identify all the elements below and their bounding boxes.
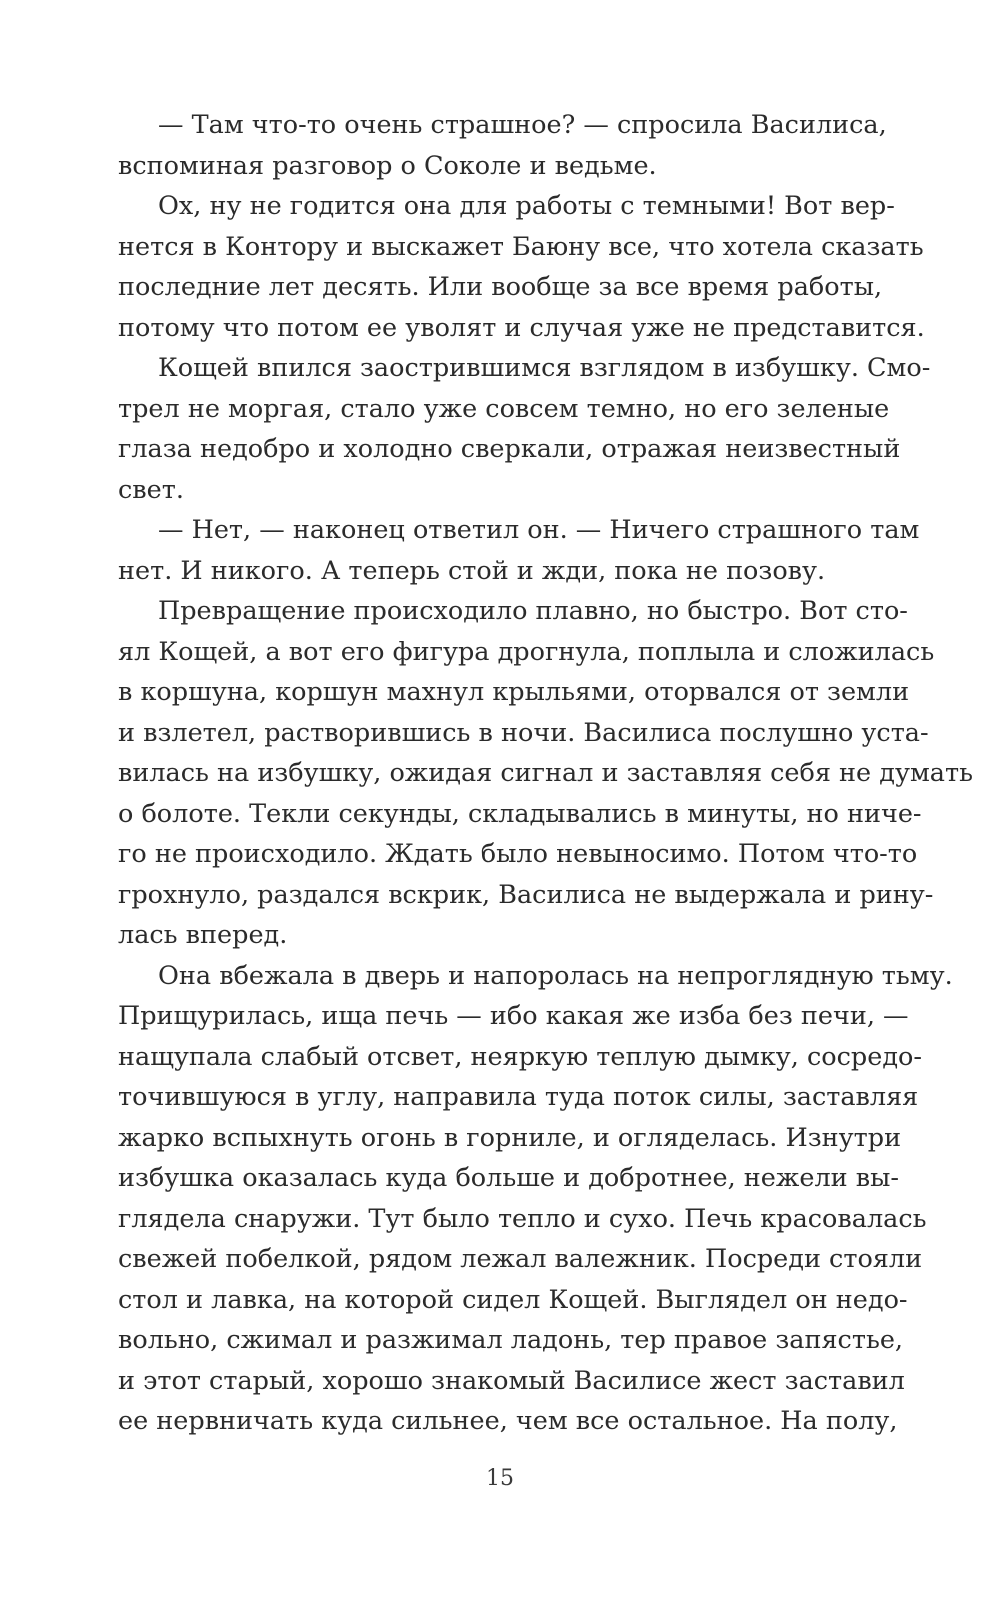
text-line: потому что потом ее уволят и случая уже не представится. [118, 312, 925, 343]
text-line: Превращение происходило плавно, но быстро. Вот сто- [158, 596, 908, 626]
body-text [118, 105, 973, 1442]
text-line: точившуюся в углу, направила туда поток силы, заставляя [118, 1082, 919, 1112]
text-line: вилась на избушку, ожидая сигнал и заставляя себя не думать [118, 758, 973, 788]
text-line: в коршуна, коршун махнул крыльями, оторвался от земли [118, 677, 910, 707]
text-line: и этот старый, хорошо знакомый Василисе жест заставил [118, 1365, 905, 1396]
text-line: глядела снаружи. Тут было тепло и сухо. Печь красовалась [118, 1203, 927, 1234]
text-line: вольно, сжимал и разжимал ладонь, тер правое запястье, [118, 1325, 904, 1355]
text-line: избушка оказалась куда больше и добротнее, нежели вы- [118, 1163, 900, 1193]
text-line: трел не моргая, стало уже совсем темно, но его зеленые [118, 393, 890, 424]
text-line: Кощей впился заострившимся взглядом в избушку. Смо- [158, 353, 931, 383]
text-line: жарко вспыхнуть огонь в горниле, и огляделась. Изнутри [118, 1122, 902, 1153]
text-line: нет. И никого. А теперь стой и жди, пока не позову. [118, 555, 826, 586]
text-line: — Нет, — наконец ответил он. — Ничего страшного там [158, 515, 920, 545]
text-line: ял Кощей, а вот его фигура дрогнула, поплыла и сложилась [118, 636, 935, 667]
text-line: стол и лавка, на которой сидел Кощей. Выглядел он недо- [118, 1284, 908, 1315]
text-line: го не происходило. Ждать было невыносимо. Потом что-то [118, 839, 918, 869]
text-line: свет. [118, 474, 184, 505]
text-line: последние лет десять. Или вообще за все время работы, [118, 272, 883, 302]
text-line: лась вперед. [118, 920, 288, 950]
text-line: грохнуло, раздался вскрик, Василиса не выдержала и рину- [118, 879, 934, 910]
text-line: Она вбежала в дверь и напоролась на непроглядную тьму. [158, 960, 953, 991]
text-line: глаза недобро и холодно сверкали, отражая неизвестный [118, 434, 901, 464]
text-line: о болоте. Текли секунды, складывались в минуты, но ниче- [118, 798, 922, 829]
text-line: вспоминая разговор о Соколе и ведьме. [118, 150, 657, 181]
text-line: свежей побелкой, рядом лежал валежник. Посреди стояли [118, 1244, 923, 1274]
text-line: нется в Контору и выскажет Баюну все, что хотела сказать [118, 231, 924, 262]
page-number: 15 [486, 1466, 514, 1491]
text-line: и взлетел, растворившись в ночи. Василиса послушно уста- [118, 717, 929, 748]
text-line: — Там что-то очень страшное? — спросила Василиса, [158, 110, 887, 140]
text-line: нащупала слабый отсвет, неяркую теплую дымку, сосредо- [118, 1041, 922, 1072]
text-line: Прищурилась, ища печь — ибо какая же изба без печи, — [118, 1001, 909, 1031]
text-line: ее нервничать куда сильнее, чем все остальное. На полу, [118, 1406, 898, 1436]
text-line: Ох, ну не годится она для работы с темными! Вот вер- [158, 191, 895, 221]
